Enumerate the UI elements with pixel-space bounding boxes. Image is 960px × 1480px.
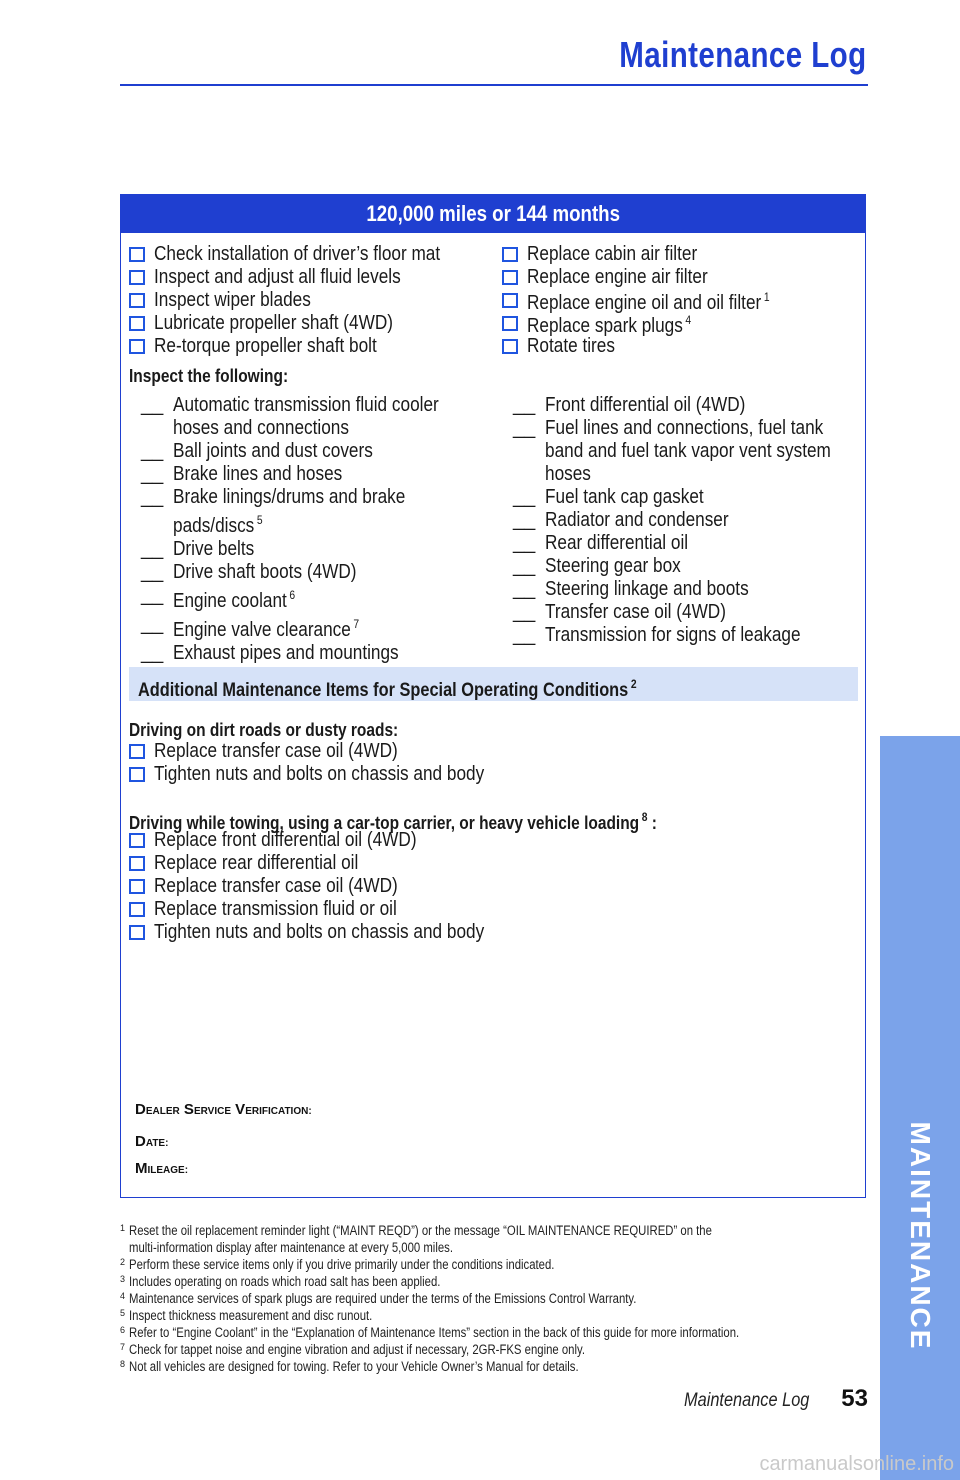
footnote-ref: 1 xyxy=(763,290,770,304)
maintenance-box xyxy=(120,194,866,1198)
blank-line: __ xyxy=(141,486,164,508)
checklist-item-label: Replace transfer case oil (4WD) xyxy=(154,875,398,897)
checklist-item-label: Lubricate propeller shaft (4WD) xyxy=(154,312,393,334)
checklist-item xyxy=(129,875,849,898)
checklist-right xyxy=(502,243,862,358)
date-label: DATE: xyxy=(135,1133,169,1150)
checklist-item-label: Check installation of driver’s floor mat xyxy=(154,243,441,265)
footnote xyxy=(120,1273,866,1290)
inspect-label: Inspect the following: xyxy=(129,366,289,386)
inspect-item-label: Ball joints and dust covers xyxy=(173,440,373,462)
inspect-list-left xyxy=(141,394,481,665)
checklist-item xyxy=(129,740,849,763)
footnote-number: 8 xyxy=(120,1359,126,1369)
inspect-item xyxy=(141,394,481,440)
footnote-ref: 7 xyxy=(353,617,360,631)
checkbox[interactable] xyxy=(502,339,518,354)
footnote-text: Reset the oil replacement reminder light (“MAINT REQD”) or the message “OIL MAINTENANCE REQUIRED” on the xyxy=(129,1223,712,1238)
footnote-number: 4 xyxy=(120,1291,126,1301)
inspect-item xyxy=(513,624,853,647)
blank-line: __ xyxy=(513,555,536,577)
page-footer xyxy=(684,1385,868,1413)
blank-line: __ xyxy=(513,601,536,623)
towing-checklist xyxy=(129,829,849,944)
inspect-item-label: Steering gear box xyxy=(545,555,681,577)
checkbox[interactable] xyxy=(129,856,145,871)
inspect-item xyxy=(513,509,853,532)
inspect-item xyxy=(513,417,853,486)
checkbox[interactable] xyxy=(502,270,518,285)
checklist-item-label: Inspect and adjust all fluid levels xyxy=(154,266,401,288)
footnote-text: Check for tappet noise and engine vibration and adjust if necessary, 2GR-FKS engine only. xyxy=(129,1342,585,1357)
inspect-item-label: Steering linkage and boots xyxy=(545,578,749,600)
checkbox[interactable] xyxy=(129,316,145,331)
footnote-text: Not all vehicles are designed for towing. Refer to your Vehicle Owner’s Manual for details. xyxy=(129,1359,579,1374)
special-conditions-band: Additional Maintenance Items for Special Operating Conditions $^2$ xyxy=(129,667,858,701)
footnote-number: 7 xyxy=(120,1342,126,1352)
checklist-item xyxy=(129,335,499,358)
blank-line: __ xyxy=(141,394,164,416)
page-title: Maintenance Log xyxy=(619,34,867,75)
inspect-item xyxy=(513,394,853,417)
inspect-item xyxy=(513,532,853,555)
checklist-item xyxy=(129,763,849,786)
footer-section-title: Maintenance Log xyxy=(683,1390,809,1411)
blank-line: __ xyxy=(141,584,164,606)
inspect-item-label: Engine valve clearance $^7$ xyxy=(173,617,360,641)
watermark: carmanualsonline.info xyxy=(759,1453,954,1475)
checklist-item-label: Replace engine oil and oil filter $^1$ xyxy=(527,290,770,314)
footnote-number: 3 xyxy=(120,1274,126,1284)
checklist-item-label: Replace cabin air filter xyxy=(527,243,698,265)
inspect-item-label: Engine coolant $^6$ xyxy=(173,588,296,612)
footnote-ref: 6 xyxy=(289,588,296,602)
checkbox[interactable] xyxy=(129,247,145,262)
footnote xyxy=(120,1239,866,1256)
inspect-item xyxy=(513,601,853,624)
footnote-text: Maintenance services of spark plugs are required under the terms of the Emissions Control Warranty. xyxy=(129,1291,637,1306)
footnote-number: 1 xyxy=(120,1223,126,1233)
footnote xyxy=(120,1324,866,1341)
inspect-item xyxy=(513,578,853,601)
inspect-item-label: Rear differential oil xyxy=(545,532,689,554)
inspect-item xyxy=(141,642,481,665)
checkbox[interactable] xyxy=(129,339,145,354)
interval-heading: 120,000 miles or 144 months xyxy=(121,195,865,233)
inspect-item-label: Brake linings/drums and brake pads/discs $^5$ xyxy=(173,486,406,537)
footnote xyxy=(120,1256,866,1273)
footnote-number: 5 xyxy=(120,1308,126,1318)
blank-line: __ xyxy=(141,538,164,560)
checklist-item xyxy=(502,243,862,266)
blank-line: __ xyxy=(513,417,536,439)
checkbox[interactable] xyxy=(129,270,145,285)
blank-line: __ xyxy=(513,578,536,600)
inspect-item xyxy=(141,561,481,584)
checklist-item-label: Rotate tires xyxy=(527,335,615,357)
checklist-item-label: Inspect wiper blades xyxy=(154,289,311,311)
checkbox[interactable] xyxy=(129,744,145,759)
footnote-text: Refer to “Engine Coolant” in the “Explanation of Maintenance Items” section in the back of this guide for more information. xyxy=(129,1325,740,1340)
checkbox[interactable] xyxy=(129,833,145,848)
footnote-text: multi-information display after maintenance at every 5,000 miles. xyxy=(129,1240,453,1255)
header-rule xyxy=(120,84,868,86)
checklist-item-label: Replace front differential oil (4WD) xyxy=(154,829,417,851)
inspect-item-label: Drive shaft boots (4WD) xyxy=(173,561,357,583)
blank-line: __ xyxy=(513,486,536,508)
blank-line: __ xyxy=(513,394,536,416)
checkbox[interactable] xyxy=(129,879,145,894)
inspect-item-label: Transmission for signs of leakage xyxy=(545,624,801,646)
blank-line: __ xyxy=(513,624,536,646)
inspect-item-label: Automatic transmission fluid cooler hoses and connections xyxy=(173,394,439,439)
checklist-item-label: Tighten nuts and bolts on chassis and body xyxy=(154,763,485,785)
checkbox[interactable] xyxy=(129,925,145,940)
inspect-list-right xyxy=(513,394,853,647)
footnote-number: 2 xyxy=(120,1257,126,1267)
footnote-text: Includes operating on roads which road salt has been applied. xyxy=(129,1274,441,1289)
inspect-item-label: Drive belts xyxy=(173,538,255,560)
footnote-number: 6 xyxy=(120,1325,126,1335)
inspect-item xyxy=(141,440,481,463)
inspect-item xyxy=(141,463,481,486)
inspect-item xyxy=(513,555,853,578)
inspect-item-label: Brake lines and hoses xyxy=(173,463,343,485)
footnote-number xyxy=(120,1239,129,1256)
footnote xyxy=(120,1290,866,1307)
inspect-item-label: Fuel lines and connections, fuel tank band and fuel tank vapor vent system hoses xyxy=(545,417,831,485)
checklist-item-label: Replace engine air filter xyxy=(527,266,708,288)
checkbox[interactable] xyxy=(129,767,145,782)
inspect-item-label: Radiator and condenser xyxy=(545,509,729,531)
checklist-item-label: Re-torque propeller shaft bolt xyxy=(154,335,377,357)
blank-line: __ xyxy=(141,561,164,583)
checkbox[interactable] xyxy=(129,902,145,917)
footnote xyxy=(120,1341,866,1358)
checklist-item-label: Replace transfer case oil (4WD) xyxy=(154,740,398,762)
checklist-item-label: Tighten nuts and bolts on chassis and body xyxy=(154,921,485,943)
inspect-item-label: Transfer case oil (4WD) xyxy=(545,601,726,623)
inspect-item-label: Fuel tank cap gasket xyxy=(545,486,704,508)
checklist-item-label: Replace transmission fluid or oil xyxy=(154,898,397,920)
checkbox[interactable] xyxy=(502,316,518,331)
inspect-item xyxy=(141,584,481,613)
footnote-text: Perform these service items only if you drive primarily under the conditions indicated. xyxy=(129,1257,555,1272)
dirt-roads-checklist xyxy=(129,740,849,786)
checklist-item xyxy=(129,243,499,266)
checklist-item-label: Replace rear differential oil xyxy=(154,852,359,874)
checklist-item xyxy=(129,829,849,852)
footnotes xyxy=(120,1222,866,1375)
inspect-item xyxy=(141,486,481,538)
footnote xyxy=(120,1358,866,1375)
blank-line: __ xyxy=(141,463,164,485)
blank-line: __ xyxy=(141,613,164,635)
blank-line: __ xyxy=(141,440,164,462)
checkbox[interactable] xyxy=(502,293,518,308)
inspect-item xyxy=(141,613,481,642)
dirt-roads-label: Driving on dirt roads or dusty roads: xyxy=(129,720,399,740)
dealer-verification-label: DEALER SERVICE VERIFICATION: xyxy=(135,1101,312,1118)
inspect-item-label: Front differential oil (4WD) xyxy=(545,394,746,416)
checklist-item xyxy=(129,898,849,921)
section-tab-label: MAINTENANCE xyxy=(905,1121,936,1351)
footnote xyxy=(120,1307,866,1324)
mileage-label: MILEAGE: xyxy=(135,1160,189,1177)
inspect-item xyxy=(141,538,481,561)
checklist-item xyxy=(129,921,849,944)
footnote xyxy=(120,1222,866,1239)
blank-line: __ xyxy=(513,509,536,531)
checklist-item xyxy=(129,266,499,289)
checkbox[interactable] xyxy=(129,293,145,308)
checklist-item-label: Replace spark plugs $^4$ xyxy=(527,313,692,337)
checklist-item xyxy=(129,852,849,875)
blank-line: __ xyxy=(141,642,164,664)
checkbox[interactable] xyxy=(502,247,518,262)
footnote-ref: 5 xyxy=(256,513,263,527)
footnote-ref: 4 xyxy=(685,313,692,327)
footnote-text: Inspect thickness measurement and disc runout. xyxy=(129,1308,373,1323)
checklist-item xyxy=(502,312,862,335)
blank-line: __ xyxy=(513,532,536,554)
section-tab xyxy=(880,736,960,1480)
page-number: 53 xyxy=(841,1385,868,1412)
checklist-item xyxy=(129,289,499,312)
checklist-left xyxy=(129,243,499,358)
inspect-item-label: Exhaust pipes and mountings xyxy=(173,642,399,664)
inspect-item xyxy=(513,486,853,509)
towing-label: Driving while towing, using a car-top carrier, or heavy vehicle loading $^8$ : xyxy=(129,810,657,833)
checklist-item xyxy=(502,335,862,358)
checklist-item xyxy=(129,312,499,335)
